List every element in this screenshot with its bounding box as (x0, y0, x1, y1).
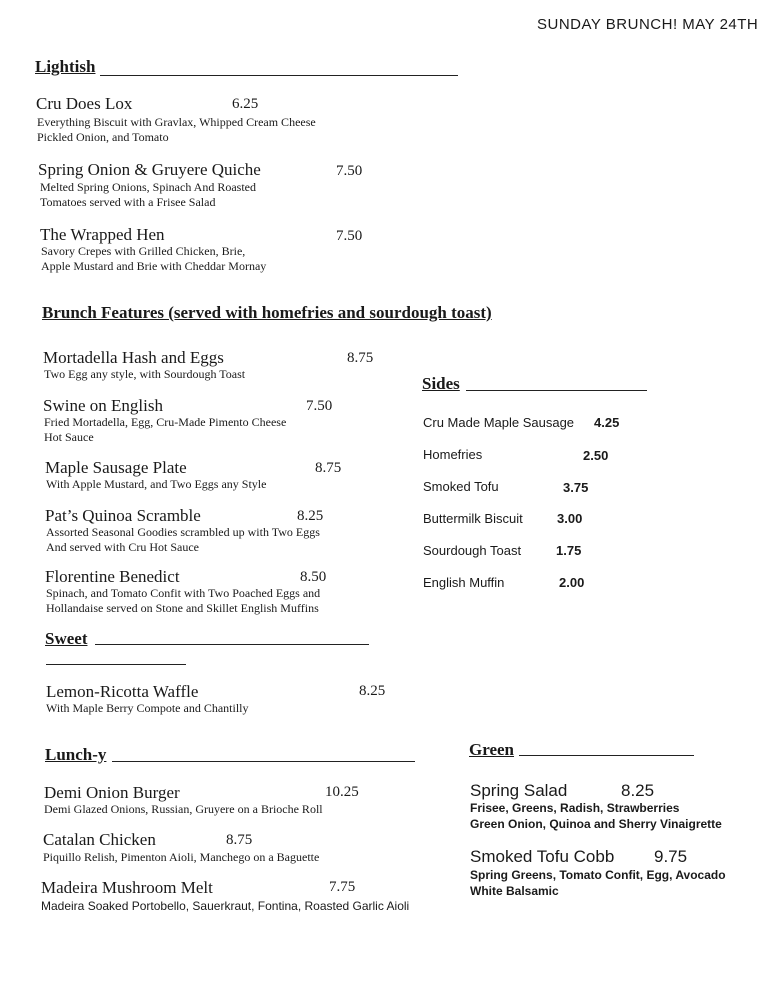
item-name: Spring Onion & Gruyere Quiche (38, 160, 261, 179)
item-name: Pat’s Quinoa Scramble (45, 506, 201, 525)
item-name: Maple Sausage Plate (45, 458, 187, 477)
item-desc: Hollandaise served on Stone and Skillet English Muffins (46, 601, 319, 615)
section-title-brunch-features: Brunch Features (served with homefries and sourdough toast) (42, 303, 492, 322)
side-name: English Muffin (423, 575, 505, 590)
section-title-sweet: Sweet (45, 629, 88, 648)
item-desc: Fried Mortadella, Egg, Cru-Made Pimento Cheese (44, 415, 287, 429)
item-name: Spring Salad (470, 781, 568, 800)
item-desc: Melted Spring Onions, Spinach And Roasted (40, 180, 256, 194)
section-title-lightish: Lightish (35, 57, 96, 76)
item-desc: Spinach, and Tomato Confit with Two Poached Eggs and (46, 586, 321, 600)
item-desc: Madeira Soaked Portobello, Sauerkraut, Fontina, Roasted Garlic Aioli (41, 899, 410, 913)
side-price: 3.00 (557, 511, 583, 526)
section-rule-lightish (100, 75, 458, 76)
section-title-lunchy: Lunch-y (45, 745, 107, 764)
side-price: 2.50 (583, 448, 609, 463)
item-desc: With Apple Mustard, and Two Eggs any Style (46, 477, 267, 491)
item-desc: Green Onion, Quinoa and Sherry Vinaigrette (470, 817, 722, 831)
item-desc: Everything Biscuit with Gravlax, Whipped Cream Cheese (37, 115, 316, 129)
section-rule-lunchy (112, 761, 415, 762)
section-rule-green (519, 755, 694, 756)
side-name: Buttermilk Biscuit (423, 511, 523, 526)
item-name: Cru Does Lox (36, 94, 133, 113)
section-rule-sweet-second (46, 664, 186, 665)
item-name: Florentine Benedict (45, 567, 180, 586)
menu-date-header: SUNDAY BRUNCH! MAY 24TH (537, 16, 759, 33)
item-price: 8.75 (347, 350, 374, 366)
side-name: Cru Made Maple Sausage (423, 415, 575, 430)
item-desc: Hot Sauce (44, 430, 94, 444)
item-price: 10.25 (325, 784, 359, 800)
item-name: Mortadella Hash and Eggs (43, 348, 224, 367)
section-rule-sweet (95, 644, 369, 645)
item-price: 8.25 (297, 508, 324, 524)
item-price: 7.75 (329, 879, 356, 895)
item-name: Smoked Tofu Cobb (470, 847, 615, 866)
item-price: 8.75 (226, 832, 253, 848)
side-price: 1.75 (556, 543, 582, 558)
item-name: The Wrapped Hen (40, 225, 165, 244)
side-name: Smoked Tofu (423, 479, 499, 494)
item-desc: Demi Glazed Onions, Russian, Gruyere on a Brioche Roll (44, 802, 323, 816)
item-desc: Assorted Seasonal Goodies scrambled up with Two Eggs (46, 525, 320, 539)
item-name: Madeira Mushroom Melt (41, 878, 213, 897)
side-name: Homefries (423, 447, 483, 462)
side-price: 3.75 (563, 480, 589, 495)
section-rule-sides (466, 390, 647, 391)
item-name: Demi Onion Burger (44, 783, 180, 802)
item-desc: Savory Crepes with Grilled Chicken, Brie, (41, 244, 246, 258)
item-desc: Pickled Onion, and Tomato (37, 130, 169, 144)
item-price: 8.50 (300, 569, 327, 585)
item-desc: Apple Mustard and Brie with Cheddar Mornay (41, 259, 267, 273)
item-price: 7.50 (336, 228, 363, 244)
item-name: Swine on English (43, 396, 163, 415)
side-name: Sourdough Toast (423, 543, 522, 558)
item-name: Lemon-Ricotta Waffle (46, 682, 199, 701)
item-desc: Two Egg any style, with Sourdough Toast (44, 367, 246, 381)
item-desc: With Maple Berry Compote and Chantilly (46, 701, 249, 715)
item-desc: And served with Cru Hot Sauce (46, 540, 199, 554)
side-price: 2.00 (559, 575, 585, 590)
item-price: 7.50 (306, 398, 333, 414)
item-desc: Spring Greens, Tomato Confit, Egg, Avocado (470, 868, 726, 882)
item-desc: Tomatoes served with a Frisee Salad (40, 195, 216, 209)
item-price: 6.25 (232, 96, 259, 112)
section-title-sides: Sides (422, 374, 460, 393)
item-price: 7.50 (336, 163, 363, 179)
item-desc: White Balsamic (470, 884, 559, 898)
item-price: 8.25 (621, 781, 655, 800)
item-name: Catalan Chicken (43, 830, 156, 849)
item-price: 8.25 (359, 683, 386, 699)
side-price: 4.25 (594, 415, 620, 430)
item-price: 8.75 (315, 460, 342, 476)
item-desc: Piquillo Relish, Pimenton Aioli, Manchego on a Baguette (43, 850, 320, 864)
section-title-green: Green (469, 740, 515, 759)
item-price: 9.75 (654, 847, 688, 866)
item-desc: Frisee, Greens, Radish, Strawberries (470, 801, 680, 815)
